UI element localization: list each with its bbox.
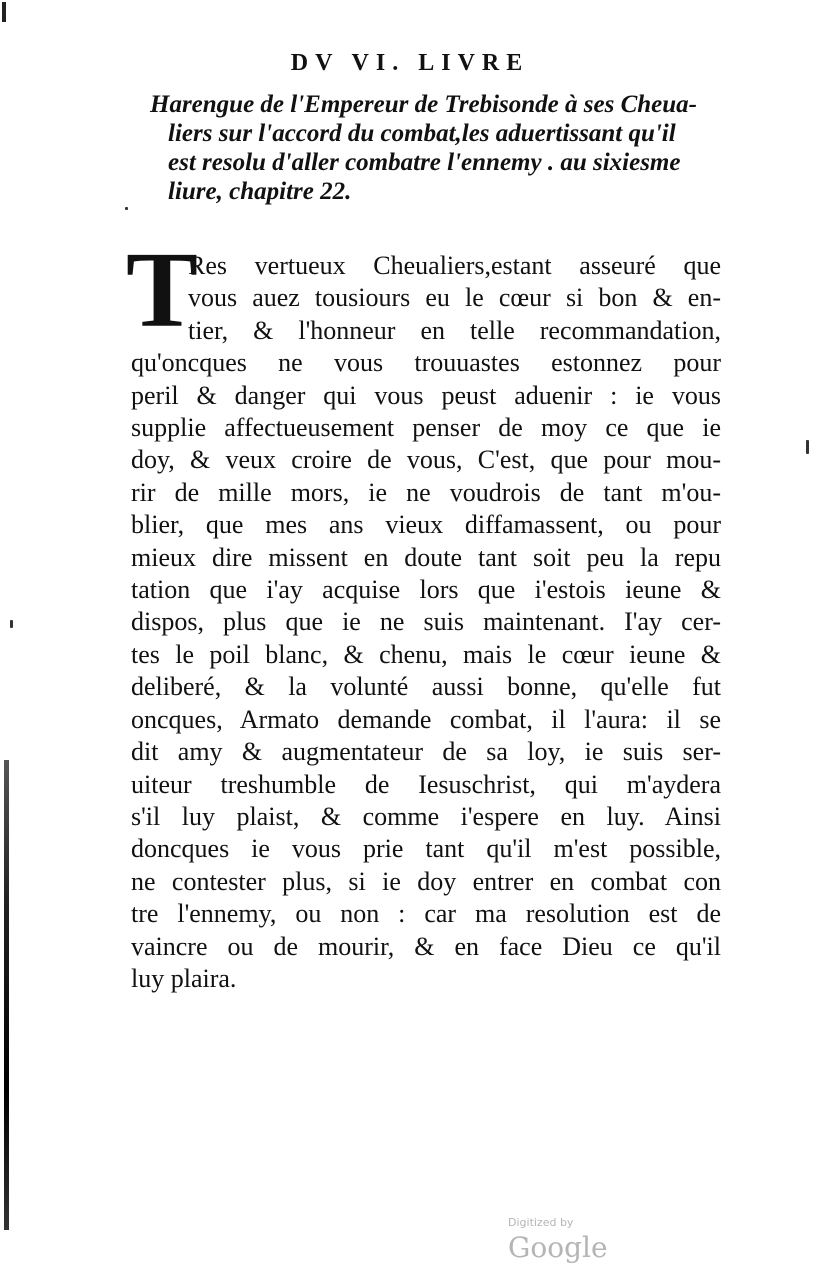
body-line: deliberé, & la volunté aussi bonne, qu'elle fut [131, 672, 721, 702]
body-line: mieux dire missent en doute tant soit peu la repu [131, 542, 721, 572]
scan-speck [125, 207, 128, 210]
heading-line: liure, chapitre 22. [168, 178, 352, 205]
heading-line: est resolu d'aller combatre l'ennemy . au sixiesme [168, 149, 681, 176]
body-line: s'il luy plaist, & comme i'espere en luy. Ainsi [131, 801, 721, 831]
body-line: peril & danger qui vous peust aduenir : ie vous [131, 380, 721, 410]
body-text [131, 250, 721, 995]
body-line: vous auez tousiours eu le cœur si bon & en- [188, 283, 721, 313]
watermark-prefix: Digitized by [508, 1216, 574, 1229]
heading-line: liers sur l'accord du combat,les aduertissant qu'il [168, 120, 676, 147]
body-line: tation que i'ay acquise lors que i'estois ieune & [131, 575, 721, 605]
body-line: vaincre ou de mourir, & en face Dieu ce qu'il [131, 931, 721, 961]
body-line: Res vertueux Cheualiers,estant asseuré que [188, 251, 721, 280]
running-header: DV VI. LIVRE [290, 50, 530, 76]
body-line: tes le poil blanc, & chenu, mais le cœur ieune & [131, 639, 721, 669]
body-line: uiteur treshumble de Iesuschrist, qui m'aydera [131, 769, 721, 799]
heading-line: Harengue de l'Empereur de Trebisonde à ses Cheua- [150, 91, 697, 118]
body-line: doy, & veux croire de vous, C'est, que pour mou- [131, 445, 721, 475]
scan-page-edge [4, 760, 9, 1230]
chapter-heading [150, 90, 710, 206]
body-line: dit amy & augmentateur de sa loy, ie suis ser- [131, 737, 721, 767]
body-line: ne contester plus, si ie doy entrer en combat con [131, 866, 721, 896]
body-line: tre l'ennemy, ou non : car ma resolution est de [131, 899, 721, 929]
google-logo: Google [508, 1231, 608, 1264]
body-line: dispos, plus que ie ne suis maintenant. I'ay cer- [131, 607, 721, 637]
drop-cap-letter: T [126, 231, 199, 350]
body-line: rir de mille mors, ie ne voudrois de tant m'ou- [131, 477, 721, 507]
body-line: blier, que mes ans vieux diffamassent, ou pour [131, 510, 721, 540]
body-line: supplie affectueusement penser de moy ce que ie [131, 413, 721, 443]
scan-corner-mark [2, 2, 6, 22]
digitized-watermark [508, 1212, 678, 1264]
body-line: oncques, Armato demande combat, il l'aura: il se [131, 704, 721, 734]
body-line: luy plaira. [131, 963, 237, 993]
body-line: qu'oncques ne vous trouuastes estonnez pour [131, 348, 721, 378]
scan-speck [10, 620, 13, 628]
body-line: tier, & l'honneur en telle recommandation, [188, 315, 721, 345]
body-line: doncques ie vous prie tant qu'il m'est possible, [131, 834, 721, 864]
scan-speck [806, 440, 809, 454]
